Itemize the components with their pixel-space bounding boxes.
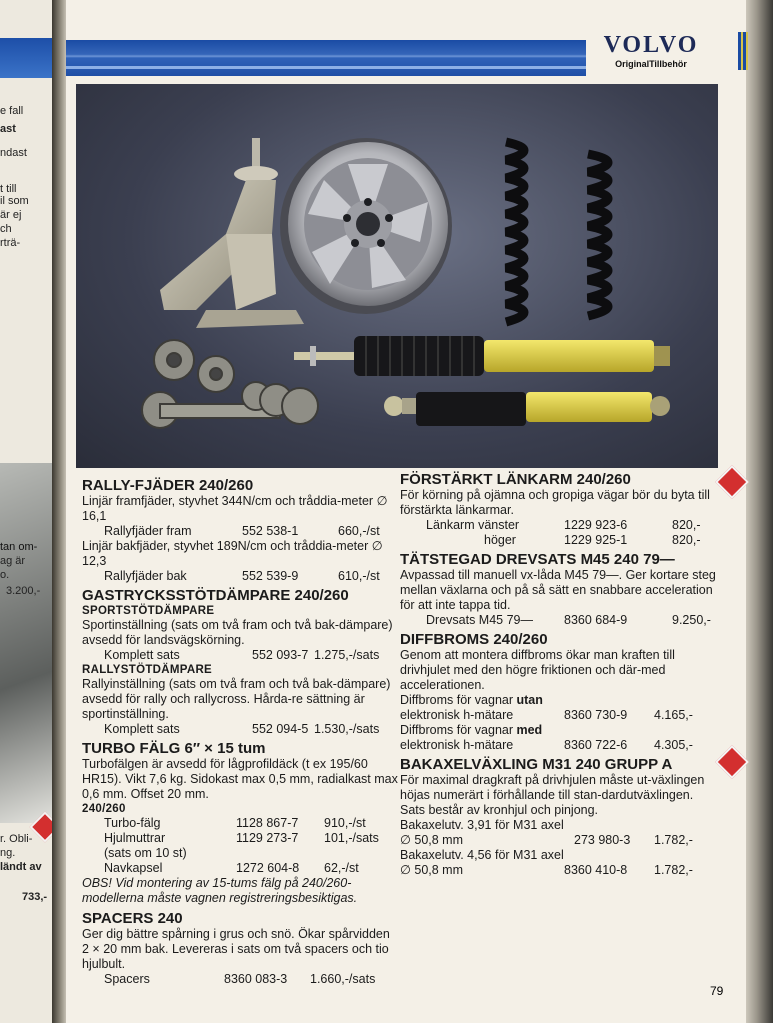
- product-name: Drevsats M45 79—: [426, 613, 533, 627]
- product-price: 101,-/sats: [324, 831, 379, 845]
- product-price: 9.250,-: [672, 613, 711, 627]
- shock-absorber-front: [294, 336, 670, 376]
- product-row: [82, 816, 398, 831]
- product-row: [400, 833, 718, 848]
- product-row: [82, 524, 398, 539]
- product-code: 552 093-7: [252, 648, 309, 662]
- product-code: 8360 410-8: [564, 863, 628, 877]
- subsection-sport: SPORTSTÖTDÄMPARE: [82, 605, 215, 617]
- prev-line: 3.200,-: [6, 585, 41, 597]
- product-price: 62,-/st: [324, 861, 359, 875]
- prev-line: ländt av: [0, 861, 42, 873]
- prev-line: rträ-: [0, 237, 21, 249]
- prev-line: ast: [0, 123, 16, 135]
- turbo-wheel: [280, 138, 452, 314]
- sport-desc: Sportinställning (sats om två fram och två bak-dämpare) avsedd för landsvägskörning.: [82, 618, 393, 647]
- bakaxel-desc: För maximal dragkraft på drivhjulen måste ut-växlingen höjas numerärt i förhållande till stan-dardutväxlingen.: [400, 773, 705, 802]
- product-note: (sats om 10 st): [104, 846, 187, 860]
- prev-line: ag är: [0, 555, 26, 567]
- turbo-obs-note: OBS! Vid montering av 15-tums fälg på 240/260-modellerna måste vagnen registreringsbesiktigas.: [82, 876, 358, 905]
- bakaxel-desc2: Sats består av kronhjul och pinjong.: [400, 803, 599, 817]
- product-photo: [76, 84, 718, 468]
- product-price: 1.660,-/sats: [310, 972, 376, 986]
- product-price: 4.165,-: [654, 708, 693, 722]
- product-price: 820,-: [672, 533, 701, 547]
- product-row: [400, 738, 718, 753]
- color-swatch-strip: [738, 32, 748, 70]
- section-title-turbo: TURBO FÄLG 6″ × 15 tum: [82, 740, 266, 757]
- label-emphasis: med: [516, 723, 543, 737]
- product-code: 552 094-5: [252, 722, 309, 736]
- product-code: 1229 923-6: [564, 518, 628, 532]
- product-price: 660,-/st: [338, 524, 380, 538]
- product-code: 552 539-9: [242, 569, 299, 583]
- subsection-rally: RALLYSTÖTDÄMPARE: [82, 664, 213, 676]
- product-price: 610,-/st: [338, 569, 380, 583]
- product-name: Rallyfjäder fram: [104, 524, 192, 538]
- product-name: Spacers: [104, 972, 150, 986]
- product-price: 1.782,-: [654, 863, 693, 877]
- header-banner: [66, 40, 586, 76]
- prev-line: 733,-: [22, 891, 48, 903]
- product-row: [82, 861, 398, 876]
- product-code: 273 980-3: [574, 833, 631, 847]
- section-title-spacers: SPACERS 240: [82, 910, 183, 927]
- product-code: 1128 867-7: [236, 816, 299, 830]
- prev-line: r. Obli-: [0, 833, 33, 845]
- product-name: Turbo-fälg: [104, 816, 161, 830]
- product-name: elektronisk h-mätare: [400, 738, 514, 752]
- prev-line: ndast: [0, 147, 27, 159]
- section-title-gastryck: GASTRYCKSSTÖTDÄMPARE 240/260: [82, 587, 349, 604]
- rally-desc: Rallyinställning (sats om två fram och två bak-dämpare) avsedd för rally och rallycross. Hårda-re sättning är sportinställning.: [82, 677, 391, 721]
- product-row: [400, 518, 718, 533]
- product-code: 1229 925-1: [564, 533, 628, 547]
- bakaxel-item1-name: Bakaxelutv. 3,91 för M31 axel: [400, 818, 564, 832]
- product-name: Hjulmuttrar: [104, 831, 166, 845]
- section-title-diffbroms: DIFFBROMS 240/260: [400, 631, 548, 648]
- prev-line: ng.: [0, 847, 16, 859]
- product-dimension: ∅ 50,8 mm: [400, 833, 463, 847]
- prev-line: o.: [0, 569, 10, 581]
- prev-line: är ej: [0, 209, 22, 221]
- rally-fjader-desc-rear: Linjär bakfjäder, styvhet 189N/cm och tråddia-meter ∅ 12,3: [82, 539, 383, 568]
- left-column: [82, 477, 398, 987]
- product-price: 820,-: [672, 518, 701, 532]
- product-name: Komplett sats: [104, 722, 180, 736]
- product-dimension: ∅ 50,8 mm: [400, 863, 463, 877]
- volvo-logo: VOLVO: [603, 32, 699, 58]
- product-row: [400, 533, 718, 548]
- product-price: 910,-/st: [324, 816, 366, 830]
- rally-fjader-desc-front: Linjär framfjäder, styvhet 344N/cm och tråddia-meter ∅ 16,1: [82, 494, 388, 523]
- drevsats-desc: Avpassad till manuell vx-låda M45 79—. Ger kortare steg mellan växlarna och på så sätt en snabbare acceleration för att inte tappa tid.: [400, 568, 716, 612]
- lankarm-desc: För körning på ojämna och gropiga vägar bör du byta till förstärkta länkarmar.: [400, 488, 710, 517]
- product-price: 1.782,-: [654, 833, 693, 847]
- page-number: 79: [710, 984, 724, 998]
- product-row: [82, 831, 398, 846]
- rally-springs: [506, 142, 608, 322]
- section-title-bakaxel: BAKAXELVÄXLING M31 240 GRUPP A: [400, 756, 673, 773]
- product-code: 8360 684-9: [564, 613, 628, 627]
- prev-line: il som: [0, 195, 29, 207]
- product-price: 4.305,-: [654, 738, 693, 752]
- prev-line: t till: [0, 183, 17, 195]
- product-code: 8360 722-6: [564, 738, 628, 752]
- turbo-desc: Turbofälgen är avsedd för lågprofildäck (t ex 195/60 HR15). Vikt 7,6 kg. Sidokast max 0,5 mm, radialkast max 0,6 mm. Offset 20 mm.: [82, 757, 398, 801]
- section-title-lankarm: FÖRSTÄRKT LÄNKARM 240/260: [400, 471, 631, 488]
- section-title-drevsats: TÄTSTEGAD DREVSATS M45 240 79—: [400, 551, 675, 568]
- brand-block: [586, 32, 716, 76]
- right-column: [400, 471, 718, 878]
- shock-absorber-rear: [384, 392, 670, 426]
- diffbroms-desc: Genom att montera diffbroms ökar man kraften till drivhjulet med den högre friktionen och där-med accelerationen.: [400, 648, 675, 692]
- product-code: 8360 083-3: [224, 972, 288, 986]
- product-row: [400, 613, 718, 628]
- page-edge: [746, 0, 773, 1023]
- product-price: 1.275,-/sats: [314, 648, 380, 662]
- product-code: 8360 730-9: [564, 708, 628, 722]
- product-code: 1272 604-8: [236, 861, 300, 875]
- product-name: elektronisk h-mätare: [400, 708, 514, 722]
- gear-set: [142, 340, 318, 428]
- prev-line: tan om-: [0, 541, 38, 553]
- diffbroms-item1-label: [400, 693, 718, 708]
- prev-line: ch: [0, 223, 12, 235]
- product-row: [400, 863, 718, 878]
- product-name: Komplett sats: [104, 648, 180, 662]
- product-code: 552 538-1: [242, 524, 299, 538]
- product-name: höger: [484, 533, 516, 547]
- previous-page-photo: [0, 463, 52, 823]
- product-row: [82, 722, 398, 737]
- label-text: Diffbroms för vagnar: [400, 693, 517, 707]
- turbo-model: 240/260: [82, 803, 126, 815]
- product-code: 1129 273-7: [236, 831, 299, 845]
- product-name: Rallyfjäder bak: [104, 569, 187, 583]
- label-text: Diffbroms för vagnar: [400, 723, 517, 737]
- spacers-desc: Ger dig bättre spårning i grus och snö. Ökar spårvidden 2 × 20 mm bak. Levereras i sats om två spacers och tio hjulbult.: [82, 927, 390, 971]
- brand-subtitle: OriginalTillbehör: [615, 59, 687, 69]
- product-row: [82, 569, 398, 584]
- product-price: 1.530,-/sats: [314, 722, 380, 736]
- product-name: Navkapsel: [104, 861, 163, 875]
- product-illustration: [76, 84, 718, 468]
- label-emphasis: utan: [516, 693, 543, 707]
- section-title-rally-fjader: RALLY-FJÄDER 240/260: [82, 477, 254, 494]
- product-name: Länkarm vänster: [426, 518, 520, 532]
- catalog-page: [66, 0, 746, 1023]
- diffbroms-item2-label: [400, 723, 718, 738]
- product-row: [82, 648, 398, 663]
- product-row: [82, 972, 398, 987]
- prev-line: e fall: [0, 105, 24, 117]
- bakaxel-item2-name: Bakaxelutv. 4,56 för M31 axel: [400, 848, 564, 862]
- product-row: [400, 708, 718, 723]
